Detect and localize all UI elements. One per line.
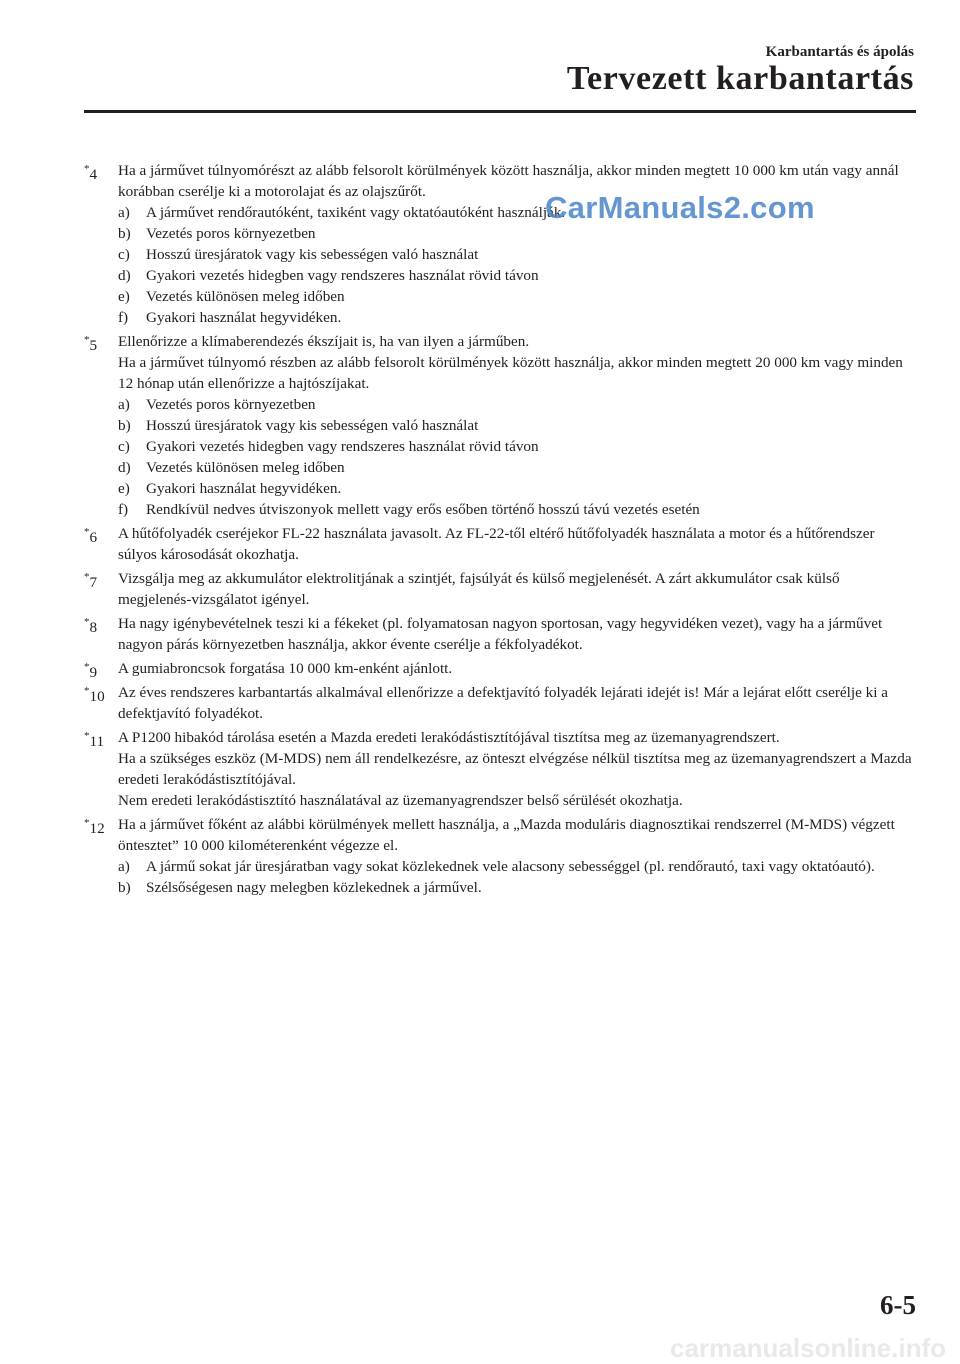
footnote-paragraph: Ha a járművet túlnyomórészt az alább felsorolt körülmények között használja, akkor minden megtett 10 000 km után vagy annál korábban cserélje ki a motorolajat és az olajszűrőt. xyxy=(118,162,899,200)
list-item-text: Gyakori használat hegyvidéken. xyxy=(146,309,342,326)
asterisk-icon: * xyxy=(84,616,90,628)
asterisk-icon: * xyxy=(84,163,90,175)
list-item-text: Hosszú üresjáratok vagy kis sebességen való használat xyxy=(146,246,479,263)
list-item xyxy=(118,877,916,898)
footnote-paragraph: Ha nagy igénybevételnek teszi ki a fékeket (pl. folyamatosan nagyon sportosan, vagy hegyvidéken vezet), vagy ha a járművet nagyon párás környezetben használja, akkor évente cserélje a fékfolyadékot. xyxy=(118,615,883,653)
notes-list xyxy=(84,160,916,901)
list-item-text: Szélsőségesen nagy melegben közlekednek a járművel. xyxy=(146,879,482,896)
list-item xyxy=(118,415,916,436)
footnote-number: 10 xyxy=(89,688,105,706)
footnote-11 xyxy=(84,727,916,811)
list-item xyxy=(118,478,916,499)
footnote-4 xyxy=(84,160,916,328)
list-item-text: Gyakori használat hegyvidéken. xyxy=(146,480,342,497)
list-item-text: Gyakori vezetés hidegben vagy rendszeres használat rövid távon xyxy=(146,438,539,455)
footnote-marker xyxy=(84,160,97,185)
list-item-text: Vezetés különösen meleg időben xyxy=(146,459,345,476)
list-item-letter: e) xyxy=(118,480,130,497)
footnote-paragraph: Ellenőrizze a klímaberendezés ékszíjait is, ha van ilyen a járműben. xyxy=(118,333,530,350)
asterisk-icon: * xyxy=(84,817,90,829)
footnote-number: 8 xyxy=(89,619,98,637)
list-item-letter: b) xyxy=(118,879,131,896)
list-item-letter: a) xyxy=(118,858,130,875)
footnote-marker xyxy=(84,814,105,839)
list-item xyxy=(118,394,916,415)
list-item xyxy=(118,436,916,457)
asterisk-icon: * xyxy=(84,571,90,583)
footnote-6 xyxy=(84,523,916,565)
list-item xyxy=(118,223,916,244)
footnote-7 xyxy=(84,568,916,610)
list-item-letter: f) xyxy=(118,309,129,326)
list-item-text: Vezetés poros környezetben xyxy=(146,396,316,413)
footnote-number: 5 xyxy=(89,337,98,355)
list-item-letter: e) xyxy=(118,288,130,305)
footnote-paragraph: Ha a szükséges eszköz (M-MDS) nem áll rendelkezésre, az önteszt elvégzése nélkül tisztítsa meg az üzemanyagrendszert a Mazda eredeti lerakódástisztítójával. xyxy=(118,750,912,788)
list-item-text: Rendkívül nedves útviszonyok mellett vagy erős esőben történő hosszú távú vezetés esetén xyxy=(146,501,700,518)
footnote-paragraph: Ha a járművet túlnyomó részben az alább felsorolt körülmények között használja, akkor minden megtett 20 000 km vagy minden 12 hónap után ellenőrizze a hajtószíjakat. xyxy=(118,354,903,392)
list-item-letter: b) xyxy=(118,417,131,434)
list-item xyxy=(118,307,916,328)
asterisk-icon: * xyxy=(84,661,90,673)
footnote-9 xyxy=(84,658,916,682)
list-item-text: A jármű sokat jár üresjáratban vagy sokat közlekednek vele alacsony sebességgel (pl. rendőrautó, taxi vagy oktatóautó). xyxy=(146,858,875,875)
footnote-marker xyxy=(84,568,97,593)
footnote-paragraph: A P1200 hibakód tárolása esetén a Mazda eredeti lerakódástisztítójával tisztítsa meg az üzemanyagrendszert. xyxy=(118,729,780,746)
footnote-number: 9 xyxy=(89,664,98,682)
footnote-8 xyxy=(84,613,916,655)
list-item-text: A járművet rendőrautóként, taxiként vagy oktatóautóként használják. xyxy=(146,204,566,221)
header-divider xyxy=(84,110,916,113)
footnote-marker xyxy=(84,613,97,638)
footnote-paragraph: Nem eredeti lerakódástisztító használatával az üzemanyagrendszer belső sérülését okozhatja. xyxy=(118,792,683,809)
footnote-marker xyxy=(84,727,104,752)
footnote-marker xyxy=(84,682,105,707)
page-title: Tervezett karbantartás xyxy=(566,60,914,97)
footnote-paragraph: Az éves rendszeres karbantartás alkalmával ellenőrizze a defektjavító folyadék lejárati idejét is! Már a lejárat előtt cserélje ki a defektjavító folyadékot. xyxy=(118,684,888,722)
footnote-marker xyxy=(84,658,97,683)
footnote-marker xyxy=(84,331,97,356)
list-item-letter: a) xyxy=(118,204,130,221)
asterisk-icon: * xyxy=(84,730,90,742)
list-item xyxy=(118,457,916,478)
footnote-5 xyxy=(84,331,916,520)
list-item xyxy=(118,244,916,265)
footnote-number: 6 xyxy=(89,529,98,547)
footnote-paragraph: A gumiabroncsok forgatása 10 000 km-enként ajánlott. xyxy=(118,660,453,677)
list-item xyxy=(118,856,916,877)
footnote-marker xyxy=(84,523,97,548)
footnote-paragraph: Ha a járművet főként az alábbi körülmények mellett használja, a „Mazda moduláris diagnosztikai rendszerrel (M-MDS) végzett öntesztet” 10 000 kilométerenként végezze el. xyxy=(118,816,895,854)
list-item-text: Hosszú üresjáratok vagy kis sebességen való használat xyxy=(146,417,479,434)
list-item-text: Gyakori vezetés hidegben vagy rendszeres használat rövid távon xyxy=(146,267,539,284)
footnote-paragraph: A hűtőfolyadék cseréjekor FL-22 használata javasolt. Az FL-22-től eltérő hűtőfolyadék használata a motor és a hűtőrendszer súlyos károsodását okozhatja. xyxy=(118,525,875,563)
list-item-letter: b) xyxy=(118,225,131,242)
section-heading: Karbantartás és ápolás xyxy=(765,44,914,60)
list-item-letter: f) xyxy=(118,501,129,518)
footnote-12 xyxy=(84,814,916,898)
list-item-text: Vezetés különösen meleg időben xyxy=(146,288,345,305)
list-item-letter: d) xyxy=(118,267,131,284)
footnote-number: 7 xyxy=(89,574,98,592)
watermark: CarManuals2.com xyxy=(545,190,815,225)
footer-watermark: carmanualsonline.info xyxy=(670,1333,946,1363)
list-item-letter: c) xyxy=(118,438,130,455)
page-number: 6-5 xyxy=(880,1290,916,1320)
footnote-number: 12 xyxy=(89,820,105,838)
list-item xyxy=(118,499,916,520)
footnote-number: 4 xyxy=(89,166,98,184)
asterisk-icon: * xyxy=(84,685,90,697)
asterisk-icon: * xyxy=(84,334,90,346)
list-item xyxy=(118,286,916,307)
list-item-letter: c) xyxy=(118,246,130,263)
footnote-number: 11 xyxy=(89,733,105,751)
list-item-letter: a) xyxy=(118,396,130,413)
asterisk-icon: * xyxy=(84,526,90,538)
list-item-letter: d) xyxy=(118,459,131,476)
list-item-text: Vezetés poros környezetben xyxy=(146,225,316,242)
footnote-10 xyxy=(84,682,916,724)
footnote-paragraph: Vizsgálja meg az akkumulátor elektrolitjának a szintjét, fajsúlyát és külső megjelenését. A zárt akkumulátor csak külső megjelenés-vizsgálatot igényel. xyxy=(118,570,840,608)
list-item xyxy=(118,265,916,286)
